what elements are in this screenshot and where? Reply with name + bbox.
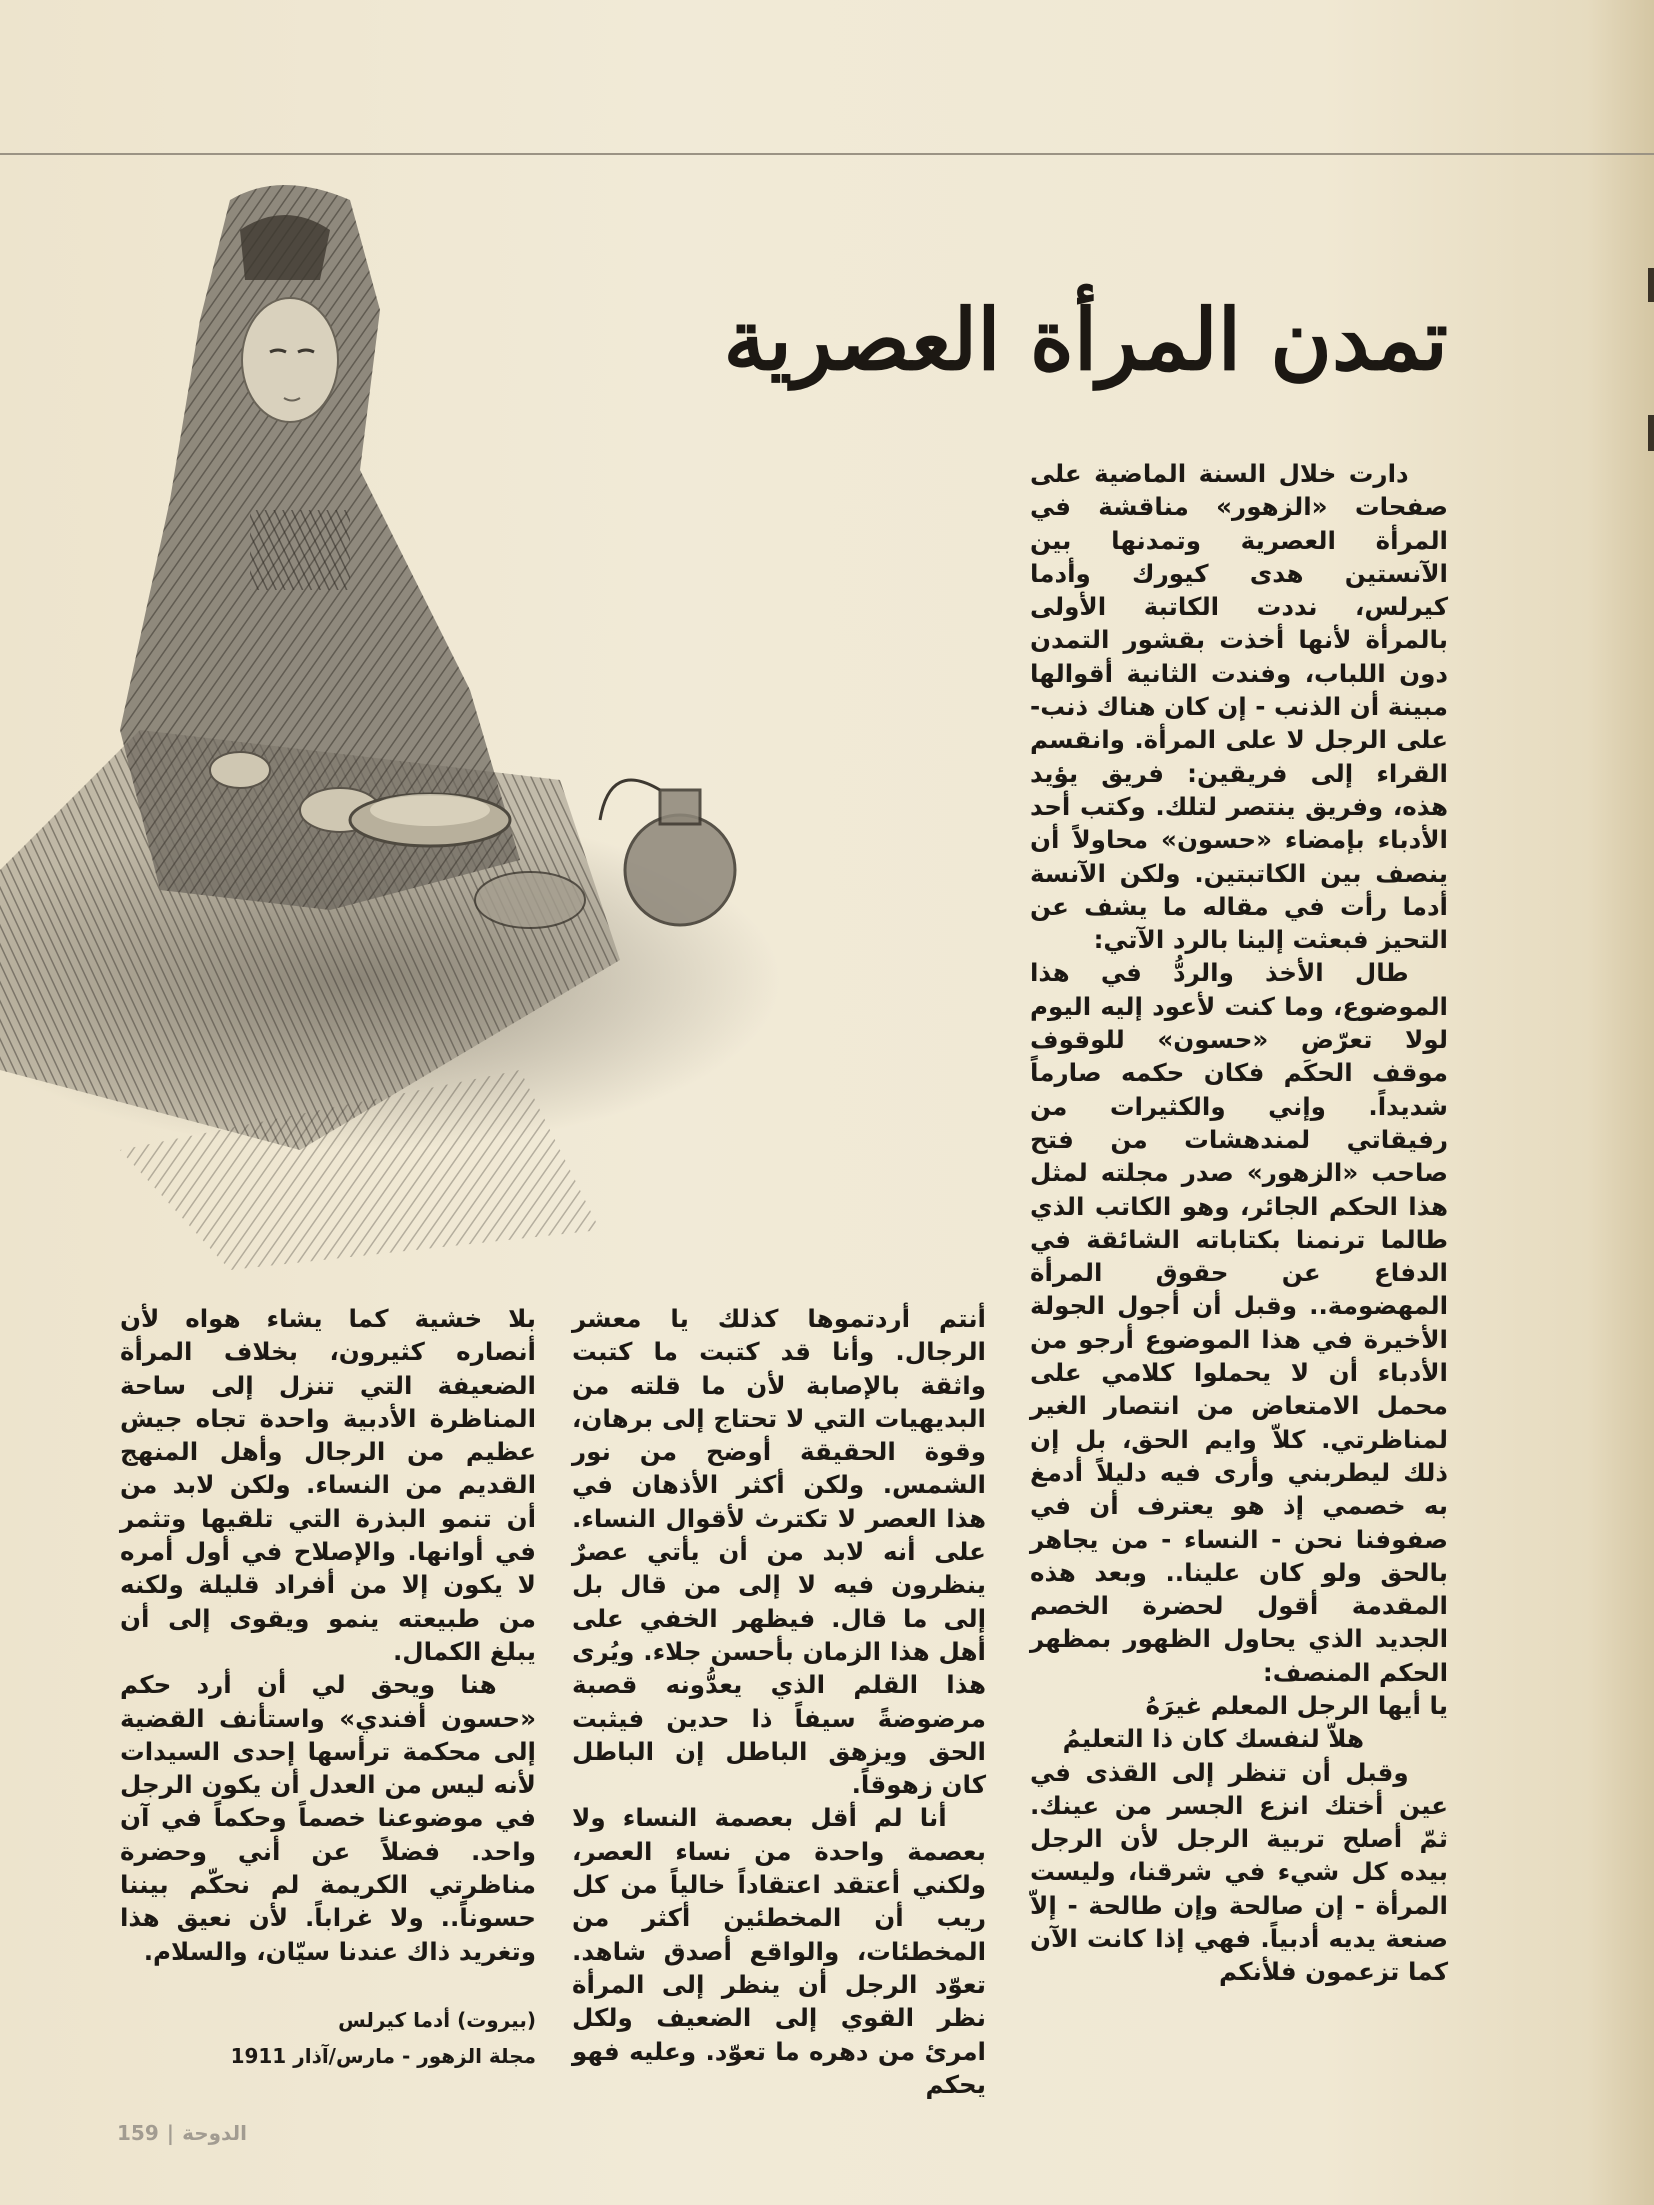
article-title: تمدن المرأة العصرية (723, 290, 1448, 389)
magazine-name: الدوحة (182, 2121, 247, 2145)
body-paragraph: هنا ويحق لي أن أرد حكم «حسون أفندي» واستأنف القضية إلى محكمة ترأسها إحدى السيدات لأنه ليس من العدل أن يكون الرجل في موضوعنا خصماً وحكماً في آن واحد. فضلاً عن أني وحضرة مناظرتي الكريمة لم نحكّم بيننا حسوناً.. ولا غراباً. لأن نعيق هذا وتغريد ذاك عندنا سيّان، والسلام. (120, 1670, 536, 1966)
top-rule (0, 153, 1654, 155)
column-1 (1030, 457, 1448, 1989)
body-paragraph: وقبل أن تنظر إلى القذى في عين أختك انزع الجسر من عينك. ثمّ أصلح تربية الرجل لأن الرجل بيده كل شيء في شرقنا، وليست المرأة - إن صالحة وإن طالحة - إلاّ صنعة يديه أدبياً. فهي إذا كانت الآن كما تزعمون فلأنكم (1030, 1757, 1448, 1987)
page-number: 159 (117, 2121, 159, 2145)
spine-mark (1648, 415, 1654, 451)
column-2 (572, 1302, 986, 2101)
source-citation: مجلة الزهور - مارس/آذار 1911 (230, 2044, 536, 2068)
intro-paragraph: دارت خلال السنة الماضية على صفحات «الزهور» مناقشة في المرأة العصرية وتمدنها بين الآنستين هدى كيورك وأدما كيرلس، نددت الكاتبة الأولى بالمرأة لأنها أخذت بقشور التمدن دون اللباب، وفندت الثانية أقوالها مبينة أن الذنب - إن كان هناك ذنب- على الرجل لا على المرأة. وانقسم القراء إلى فريقين: فريق يؤيد هذه، وفريق ينتصر لتلك. وكتب أحد الأدباء بإمضاء «حسون» محاولاً أن ينصف بين الكاتبتين. ولكن الآنسة أدما رأت في مقاله ما يشف عن التحيز فبعثت إلينا بالرد الآتي: (1030, 459, 1448, 955)
body-paragraph: طال الأخذ والردُّ في هذا الموضوع، وما كنت لأعود إليه اليوم لولا تعرّض «حسون» للوقوف موقف الحكَم فكان حكمه صارماً شديداً. وإني والكثيرات من رفيقاتي لمندهشات من فتح صاحب «الزهور» صدر مجلته لمثل هذا الحكم الجائر، وهو الكاتب الذي طالما ترنمنا بكتاباته الشائقة في الدفاع عن حقوق المرأة المهضومة.. وقبل أن أجول الجولة الأخيرة في هذا الموضوع أرجو من الأدباء أن لا يحملوا كلامي على محمل الامتعاض من انتصار الغير لمناظرتي. كلاّ وايم الحق، بل إن ذلك ليطربني وأرى فيه دليلاً أدمغ به خصمي إذ هو يعترف أن في صفوفنا نحن - النساء - من يجاهر بالحق ولو كان علينا.. وبعد هذه المقدمة أقول لحضرة الخصم الجديد الذي يحاول الظهور بمظهر الحكم المنصف: (1030, 958, 1448, 1687)
body-paragraph: أنتم أردتموها كذلك يا معشر الرجال. وأنا قد كتبت ما كتبت واثقة بالإصابة لأن ما قلته من البديهيات التي لا تحتاج إلى برهان، وقوة الحقيقة أوضح من نور الشمس. ولكن أكثر الأذهان في هذا العصر لا تكترث لأقوال النساء. على أنه لابد من أن يأتي عصرٌ ينظرون فيه لا إلى من قال بل إلى ما قال. فيظهر الخفي على أهل هذا الزمان بأحسن جلاء. ويُرى هذا القلم الذي يعدُّونه قصبة مرضوضةً سيفاً ذا حدين فيثبت الحق ويزهق الباطل إن الباطل كان زهوقاً. (572, 1304, 986, 1800)
poem-line: هلاّ لنفسك كان ذا التعليمُ (1062, 1724, 1364, 1754)
author-signature: (بيروت) أدما كيرلس (338, 2008, 536, 2032)
footer-separator: | (166, 2121, 175, 2145)
poem-line: يا أيها الرجل المعلم غيرَهُ (1145, 1690, 1448, 1720)
page-footer (117, 2121, 247, 2145)
body-paragraph: بلا خشية كما يشاء هواه لأن أنصاره كثيرون، بخلاف المرأة الضعيفة التي تنزل إلى ساحة المناظرة الأدبية واحدة تجاه جيش عظيم من الرجال وأهل المنهج القديم من النساء. ولكن لابد من أن تنمو البذرة التي تلقيها وتثمر في أوانها. والإصلاح في أول أمره لا يكون إلا من أفراد قليلة ولكنه من طبيعته ينمو ويقوى إلى أن يبلغ الكمال. (120, 1304, 536, 1666)
column-3 (120, 1302, 536, 1968)
spine-mark (1648, 268, 1654, 302)
body-paragraph: أنا لم أقل بعصمة النساء ولا بعصمة واحدة من نساء العصر، ولكني أعتقد اعتقاداً خالياً من كل ريب أن المخطئين أكثر من المخطئات، والواقع أصدق شاهد. تعوّد الرجل أن ينظر إلى المرأة نظر القوي إلى الضعيف ولكل امرئ من دهره ما تعوّد. وعليه فهو يحكم (572, 1803, 986, 2099)
